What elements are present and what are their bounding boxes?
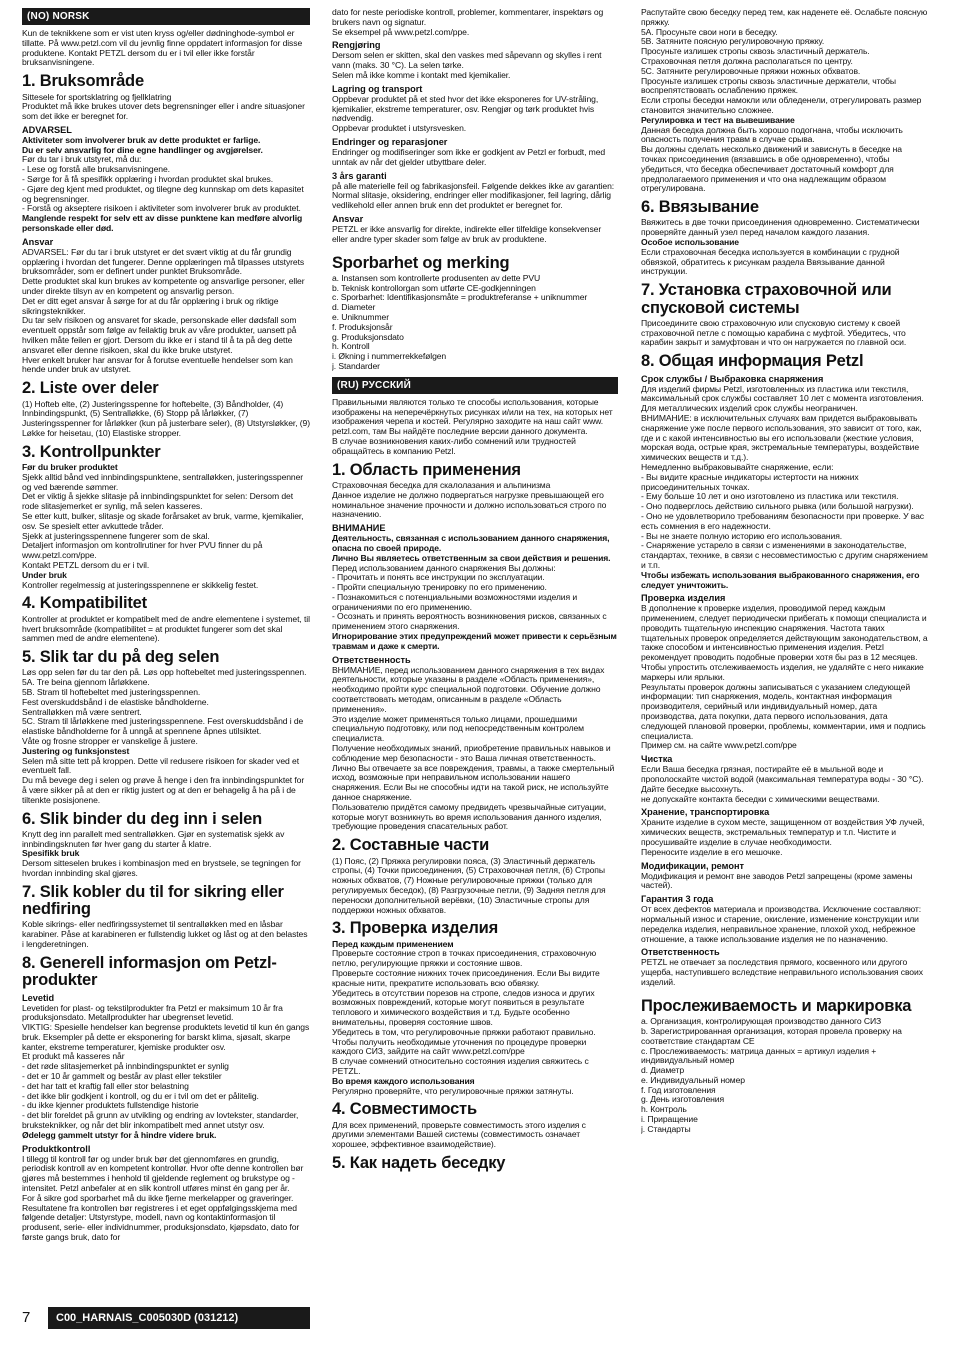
section-text: på alle materielle feil og fabrikasjonsfeil. Følgende dekkes ikke av garantien: Normal slitasje, oksidering, endringer eller modifikasjoner, feil lagring, dårlig vedlikehold eller annen bruk enn det produktet er beregnet for. xyxy=(332,180,615,211)
warning-bold: Manglende respekt for selv ett av disse punktene kan medføre alvorlig personskade eller død. xyxy=(22,213,303,234)
section-text: Dersom selen er skitten, skal den vaskes med såpevann og skylles i rent vann (maks. 30 °C). La selen tørke. Selen må ikke komme i kontakt med kjemikalier. xyxy=(332,50,602,80)
bold-label: Justering og funksjonstest xyxy=(22,745,130,756)
section-heading: 6. Ввязывание xyxy=(641,198,759,217)
section-text: Kontroller at produktet er kompatibelt med de andre elementene i systemet, til hvert bruksområde (kompatibilitet = at produktet fungerer som det skal sammen med de andre elementene). xyxy=(22,613,310,644)
column-middle xyxy=(332,8,618,1174)
section-text: dato for neste periodiske kontroll, problemer, kommentarer, inspektørs og brukers navn og signatur. Se eksempel på www.petzl.com/ppe. xyxy=(332,8,604,37)
section-text: a. Организация, контролирующая производство данного СИЗ b. Зарегистрированная организация, которая провела проверку на соответствие стандартам СЕ c. Прослеживаемость: матрица данных = артикул изделия + индивидуальный номер d. Диаметр e. Индивидуальный номер f. Год изготовления g. День изготовления h. Контроль i. Приращение j. Стандарты xyxy=(641,1016,902,1134)
section-text: Levetiden for plast- og tekstilprodukter fra Petzl er maksimum 10 år fra produksjonsdato. Metallprodukter har ubegrenset levetid. VIKTIG: Spesielle hendelser kan begrense produktets levetid til kun én gangs bruk. Eksempler på dette er eksponering for barskt klima, sjøsalt, skarpe kanter, ekstreme temperaturer, kjemiske produkter osv. Et produkt må kasseres når - det røde slitasjemerket på innbindingspunktet er synlig - det er 10 år gammelt og består av plast eller tekstiler - det har tatt et kraftig fall eller stor belastning - det ikke blir godkjent i kontroll, og du er i tvil om det er pålitelig. - du ikke kjenner produktets fullstendige historie - det blir foreldet på grunn av utvikling og endring av lovtekster, standarder, bruksteknikker, og når det blir inkompatibelt med annet utstyr osv. xyxy=(22,1002,310,1131)
section-text: PETZL er ikke ansvarlig for direkte, indirekte eller tilfeldige konsekvenser eller andre typer skader som følge av bruk av produktene. xyxy=(332,223,602,244)
warning-bold: Чтобы избежать использования выбракованного снаряжения, его следует уничтожить. xyxy=(641,569,920,590)
section-text: Присоедините свою страховочную или спусковую систему к своей страховочной петле с помощью карабина с муфтой. Убедитесь, что карабин закрыт и замуфтован и что он нагружается по главной оси. xyxy=(641,317,907,348)
section-text: Selen må sitte tett på kroppen. Dette vil redusere risikoen for skader ved et eventuelt fall. Du må bevege deg i selen og prøve å henge i den fra innbindingspunktet for å være sikker på at den er riktig justert og at den er behagelig å ha på i de tiltenkte posisjonene. xyxy=(22,755,305,805)
section-text: Для всех применений, проверьте совместимость этого изделия с другими элементами Вашей системы (совместимость означает хорошее, эффективное взаимодействие). xyxy=(332,1119,586,1150)
warning-bold: Aktiviteter som involverer bruk av dette produktet er farlige. Du er selv ansvarlig for dine egne handlinger og avgjørelser. xyxy=(22,134,263,155)
section-heading: 4. Совместимость xyxy=(332,1100,477,1119)
section-text: Ввяжитесь в две точки присоединения одновременно. Систематически проверяйте данный узел перед началом каждого лазания. xyxy=(641,217,920,238)
column-russian-continued xyxy=(641,8,929,1135)
section-heading: 1. Bruksområde xyxy=(22,72,144,91)
section-text: Для изделий фирмы Petzl, изготовленных из пластика или текстиля, максимальный срок службы составляет 10 лет с момента изготовления. Для металлических изделий срок службы неограничен. ВНИМАНИЕ: в исключительных случаях вам придется выбраковывать снаряжение уже после первого использования, это зависит от того, как, где и с какой интенсивностью вы его использовали (жесткие условия, морская вода, острые края, экстремальные температуры, воздействие химических веществ и т.д.). Немедленно выбраковывайте снаряжение, если: - Вы видите красные индикаторы истертости на нижних присоединительных точках. - Ему больше 10 лет и оно изготовлено из пластика или текстиля. - Оно подверглось действию сильного рывка (или большой нагрузки). - Оно не удовлетворило требованиям безопасности при проверке. У вас есть сомнения в его надежности. - Вы не знаете полную историю его использования. - Снаряжение устарело в связи с изменениями в законодательстве, стандартах, технике, в связи с несовместимостью с другим снаряжением и т.п. xyxy=(641,383,928,570)
section-text: В дополнение к проверке изделия, проводимой перед каждым применением, следует периодически прибегать к помощи специалиста и проводить тщательную инспекцию снаряжения. Частота таких тщательных проверок определяется действующим законодательством, а также способом и интенсивностью применения изделия. Petzl рекомендует проводить подобные проверки хотя бы раз в 12 месяцев. Чтобы упростить отслеживаемость изделия, не удаляйте с него никакие маркеры или ярлыки. Результаты проверок должны записываться с указанием следующей информации: тип снаряжения, модель, контактная информация производителя, серийный или индивидуальный номер, дата производства, дата покупки, дата первого использования, дата следующей плановой проверки, проблемы, комментарии, имя и подпись специалиста. Пример см. на сайте www.petzl.com/ppe xyxy=(641,603,928,751)
section-heading: 3. Проверка изделия xyxy=(332,919,499,938)
section-heading: 8. Generell informasjon om Petzl-produkter xyxy=(22,953,277,990)
section-text: Если страховочная беседка используется в комбинации с грудной обвязкой, обратитесь к рисункам раздела Ввязывание данной инструкции. xyxy=(641,246,900,277)
section-text: (1) Hofteb elte, (2) Justeringsspenne for hoftebelte, (3) Båndholder, (4) Innbindingspunkt, (5) Sentralløkke, (6) Stopp på lårløkker, (7) Justeringsspenner for lårløkker (kun på justerbare seler), (8) Utstyrsløkker, (9) Løkke for heisetau, (10) Elastiske stropper. xyxy=(22,398,310,438)
language-header-norwegian: (NO) NORSK xyxy=(22,8,310,25)
bold-label: Во время каждого использования xyxy=(332,1075,475,1086)
section-text: Храните изделие в сухом месте, защищенном от воздействия УФ лучей, химических веществ, экстремальных температур и т.п. Чистите и просушивайте изделие в случае необходимости. Переносите изделие в его мешочке. xyxy=(641,817,925,857)
subheading: Ответственность xyxy=(641,947,720,958)
section-text: Før du tar i bruk utstyret, må du: - Lese og forstå alle bruksanvisningene. - Sørge for å få spesifikk opplæring i hvordan produktet skal brukes. - Gjøre deg kjent med produktet, og tilegne deg kunnskap om dets kapasitet og begrensninger. - Forstå og akseptere risikoen i aktiviteter som involverer bruk av produktet. xyxy=(22,154,304,214)
subheading: Хранение, транспортировка xyxy=(641,807,770,818)
subheading: Endringer og reparasjoner xyxy=(332,136,448,147)
section-heading: 2. Составные части xyxy=(332,836,490,855)
section-text: Knytt deg inn parallelt med sentralløkken. Gjør en systematisk sjekk av innbindingsknuten før hver gang du starter å klatre. xyxy=(22,828,285,849)
bold-label: Ødelegg gammelt utstyr for å hindre videre bruk. xyxy=(22,1129,217,1140)
section-text: I tillegg til kontroll før og under bruk bør det gjennomføres en grundig, periodisk kontroll av en kompetent kontrollør. Hvor ofte denne kontrollen bør gjøres må bestemmes i henhold til gjeldende reglement og brukstype og -intensitet. Petzl anbefaler at en slik kontroll utføres minst én gang per år. For å sikre god sporbarhet må du ikke fjerne merkelapper og graveringer. Resultatene fra kontrollen bør registreres i et eget oppfølgingsskjema med følgende detaljer: Utstyrstype, modell, navn og kontaktinformasjon til produsent, serie- eller individnummer, produksjonsdato, kjøpsdato, dato for første gangs bruk, dato for xyxy=(22,1153,304,1243)
section-text: Oppbevar produktet på et sted hvor det ikke eksponeres for UV-stråling, kjemikalier, ekstreme temperaturer, osv. Rengjør og tørk produktet hvis nødvendig. Oppbevar produktet i utstyrsvesken. xyxy=(332,93,599,134)
bold-label: Spesifikk bruk xyxy=(22,848,80,859)
subheading: Срок службы / Выбраковка снаряжения xyxy=(641,373,824,384)
language-header-russian: (RU) РУССКИЙ xyxy=(332,377,618,394)
section-text: Kontroller regelmessig at justeringsspennene er skikkelig festet. xyxy=(22,579,259,590)
bold-label: Før du bruker produktet xyxy=(22,462,118,473)
warning-bold: Игнорирование этих предупреждений может привести к серьёзным травмам и даже к смерти. xyxy=(332,631,617,651)
section-heading: 3. Kontrollpunkter xyxy=(22,442,161,461)
subheading: 3 års garanti xyxy=(332,170,387,181)
bold-label: Особое использование xyxy=(641,237,739,248)
section-heading: 8. Общая информация Petzl xyxy=(641,352,864,371)
section-heading: 1. Область применения xyxy=(332,460,521,479)
subheading: Гарантия 3 года xyxy=(641,894,714,905)
subheading: Lagring og transport xyxy=(332,83,423,94)
intro-text: Kun de teknikkene som er vist uten kryss og/eller dødninghode-symbol er tillatte. På www.petzl.com vil du jevnlig finne oppdatert informasjon for disse produktene. Kontakt PETZL dersom du er i tvil eller ikke forstår bruksanvisningene. xyxy=(22,28,303,68)
subheading: Rengjøring xyxy=(332,40,381,51)
section-text: Løs opp selen før du tar den på. Løs opp hoftebeltet med justeringsspennen. 5A. Tre beina gjennom lårløkkene. 5B. Stram til hoftebeltet med justeringsspennen. Fest overskuddsbånd i de elastiske båndholderne. Sentralløkken må være sentrert. 5C. Stram til lårløkkene med justeringsspennene. Fest overskuddsbånd i de elastiske båndholderne for å unngå at spennene åpnes utilsiktet. Våte og frosne stropper er vanskelige å justere. xyxy=(22,667,307,746)
section-text: Регулярно проверяйте, что регулировочные пряжки затянуты. xyxy=(332,1085,574,1096)
bold-label: Перед каждым применением xyxy=(332,938,454,949)
section-text: ВНИМАНИЕ, перед использованием данного снаряжения в тех видах деятельности, которые указаны в разделе «Область применения», необходимо пройти курс специальной подготовки. Обучение должно соответствовать методам, описанным в разделе «Область применения». Это изделие может применяться только лицами, прошедшими специальную подготовку, или под непосредственным контролем специалиста. Получение необходимых знаний, приобретение правильных навыков и соблюдение мер безопасности - это Ваша личная ответственность. Лично Вы отвечаете за все повреждения, травмы, а также смертельный исход, возможные при неправильном использовании нашего снаряжения. Если Вы не способны идти на такой риск, не используйте данное снаряжение. Пользователю придётся самому предвидеть чрезвычайные ситуации, которые могут возникнуть во время использования данного изделия, требующие проведения спасательных работ. xyxy=(332,664,615,832)
section-text: Если Ваша беседка грязная, постирайте её в мыльной воде и прополоскайте чистой водой (максимальная температура воды - 30 °C). Дайте беседке высохнуть. не допускайте контакта беседки с химическими веществами. xyxy=(641,764,924,804)
section-heading: 2. Liste over deler xyxy=(22,379,159,398)
section-text: Endringer og modifiseringer som ikke er godkjent av Petzl er forbudt, med unntak av når det gjelder utbyttbare deler. xyxy=(332,146,606,167)
section-text: Dersom sitteselen brukes i kombinasjon med en brystsele, se tegningen for hvordan innbinding skal gjøres. xyxy=(22,858,301,879)
subheading: Ответственность xyxy=(332,654,411,665)
section-heading: Прослеживаемость и маркировка xyxy=(641,996,912,1015)
section-text: PETZL не отвечает за последствия прямого, косвенного или другого ущерба, наступившего вследствие неправильного использования своих изделий. xyxy=(641,957,923,987)
section-heading: Sporbarhet og merking xyxy=(332,253,510,272)
subheading: Чистка xyxy=(641,754,673,765)
section-text: Данная беседка должна быть хорошо подогнана, чтобы исключить опасность получения травм в случае срыва. Вы должны сделать несколько движений и зависнуть в беседке на точках присоединения (вязавшись в обе одновременно), чтобы убедиться, что беседка обеспечивает достаточный комфорт для предполагаемого применения и что она надлежащим образом отрегулирована. xyxy=(641,124,903,194)
section-text: От всех дефектов материала и производства. Исключение составляют: нормальный износ и старение, окисление, изменение конструкции или переделка изделия, неправильное хранение, плохой уход, небрежное отношение, а также использование изделия не по назначению. xyxy=(641,904,922,944)
section-text: Проверьте состояние строп в точках присоединения, страховочную петлю, регулирующие пряжки и состояние швов. Проверьте состояние нижних точек присоединения. Если Вы видите красные нити, прекратите использовать всю обвязку. Убедитесь в отсутствии порезов на стропе, следов износа и других возможных повреждений, которые могут появиться в результате теплового и химического воздействия и т.д. Будьте особенно внимательны, проверяя состояние швов. Убедитесь в том, что регулировочные пряжки работают правильно. Чтобы получить необходимые уточнения по процедуре проверки каждого СИЗ, зайдите на сайт www.petzl.com/ppe В случае сомнений относительно состояния изделия свяжитесь с PETZL. xyxy=(332,948,600,1076)
subheading: Проверка изделия xyxy=(641,593,726,604)
column-norwegian xyxy=(22,8,310,1243)
section-text: Страховочная беседка для скалолазания и альпинизма Данное изделие не должно подвергаться нагрузке превышающей его номинальное значение прочности и должно использоваться строго по назначению. xyxy=(332,479,607,520)
page-number: 7 xyxy=(22,1309,31,1326)
section-text: Koble sikrings- eller nedfiringssystemet til sentralløkken med en låsbar karabiner. Påse at karabineren er fullstendig lukket og låst og at den belastes i lengderetningen. xyxy=(22,919,308,950)
intro-text: Правильными являются только те способы использования, которые изображены на неперечёркнутых рисунках и/или на тех, на которых нет изображения черепа и костей. Регулярно заходите на наш сайт www. petzl.com, там Вы найдёте последние версии данного документа. В случае возникновения каких-либо сомнений или трудностей обращайтесь в компанию Petzl. xyxy=(332,396,613,456)
document-reference: C00_HARNAIS_C005030D (031212) xyxy=(48,1307,310,1329)
section-text: Распутайте свою беседку перед тем, как наденете её. Ослабьте поясную пряжку. 5A. Просуньте свои ноги в беседку. 5B. Затяните поясную регулировочную пряжку. Просуньте излишек стропы сквозь эластичный держатель. Страховочная петля должна располагаться по центру. 5C. Затяните регулировочные пряжки ножных обхватов. Просуньте излишек стропы сквозь эластичные держатели, чтобы воспрепятствовать ослаблению пряжек. Если стропы беседки намокли или обледенели, отрегулировать размер становится значительно сложнее. xyxy=(641,8,928,115)
bold-label: Регулировка и тест на вывешивание xyxy=(641,114,795,125)
subheading: Модификации, ремонт xyxy=(641,860,745,871)
subheading: Produktkontroll xyxy=(22,1143,91,1154)
section-text: a. Instansen som kontrollerte produsenten av dette PVU b. Teknisk kontrollorgan som utførte CE-godkjenningen c. Sporbarhet: Identifikasjonsmåte = produktreferanse + uniknummer d. Diameter e. Uniknummer f. Produksjonsår g. Produksjonsdato h. Kontroll i. Økning i nummerrekkefølgen j. Standarder xyxy=(332,272,588,372)
section-heading: 7. Slik kobler du til for sikring eller nedfiring xyxy=(22,882,284,919)
section-heading: 5. Slik tar du på deg selen xyxy=(22,648,220,667)
subheading: Levetid xyxy=(22,992,55,1003)
warning-bold: Деятельность, связанная с использованием данного снаряжения, опасна по своей природе. Лично Вы являетесь ответственным за свои действия и решения. xyxy=(332,533,611,563)
section-heading: 5. Как надеть беседку xyxy=(332,1154,506,1173)
subheading: ВНИМАНИЕ xyxy=(332,523,386,534)
section-heading: 7. Установка страховочной или спусковой системы xyxy=(641,281,892,317)
section-heading: 4. Kompatibilitet xyxy=(22,594,147,613)
subheading: Ansvar xyxy=(22,236,54,247)
bold-label: Under bruk xyxy=(22,569,67,580)
section-text: Sittesele for sportsklatring og fjellklatring Produktet må ikke brukes utover dets begrensninger eller i andre situasjoner som det ikke er beregnet for. xyxy=(22,91,305,122)
section-text: Перед использованием данного снаряжения Вы должны: - Прочитать и понять все инструкции по эксплуатации. - Пройти специальную тренировку по его применению. - Познакомиться с потенциальными возможностями изделия и ограничениями по его применению. - Осознать и принять вероятность возникновения рисков, связанных с применением этого снаряжения. xyxy=(332,562,607,632)
section-text: ADVARSEL: Før du tar i bruk utstyret er det svært viktig at du får grundig opplæring i hvordan det fungerer. Denne opplæringen må tilpasses utstyrets bruksområder, som er definert under punktet Bruksområde. Dette produktet skal kun brukes av kompetente og ansvarlige personer, eller under direkte tilsyn av en kompetent og ansvarlig person. Det er ditt eget ansvar å sørge for at du får opplæring i bruk og riktige sikringsteknikker. Du tar selv risikoen og ansvaret for skade, personskade eller dødsfall som eventuelt oppstår som følge av feilaktig bruk av våre produkter, uansett på hvilken måte feilen er gjort. Dersom du ikke er i stand til å ta på deg dette ansvaret eller denne risikoen, skal du ikke bruke utstyret. Hver enkelt bruker har ansvar for å forutse eventuelle hendelser som kan hende under bruk av utstyret. xyxy=(22,246,305,375)
section-text: Sjekk alltid bånd ved innbindingspunktene, sentralløkken, justeringsspenner og ved bærende sømmer. Det er viktig å sjekke slitasje på innbindingspunktet for selen: Dersom det rode slitasjemerket er synlig, må selen kasseres. Se etter kutt, bulker, slitasje og skade forårsaket av bruk, varme, kjemikalier, osv. Se spesielt etter avkuttede tråder. Sjekk at justeringsspennene fungerer som de skal. Detaljert informasjon om kontrollrutiner for hver PVU finner du på www.petzl.com/ppe. Kontakt PETZL dersom du er i tvil. xyxy=(22,471,304,570)
subheading: ADVARSEL xyxy=(22,124,72,135)
section-text: Модификация и ремонт вне заводов Petzl запрещены (кроме замены частей). xyxy=(641,870,913,891)
section-text: (1) Пояс, (2) Пряжка регулировки пояса, (3) Эластичный держатель стропы, (4) Точки присоединения, (5) Страховочная петля, (6) Стропы ножных обхватов, (7) Ножные регулировочные пряжки (только для регулируемых беседок), (8) Разгрузочные петли, (9) Задняя петля для переноски дополнительной верёвки, (10) Эластичные стропы для поддержки ножных обхватов. xyxy=(332,855,606,915)
page-footer xyxy=(22,1307,312,1329)
section-heading: 6. Slik binder du deg inn i selen xyxy=(22,809,263,828)
subheading: Ansvar xyxy=(332,213,364,224)
